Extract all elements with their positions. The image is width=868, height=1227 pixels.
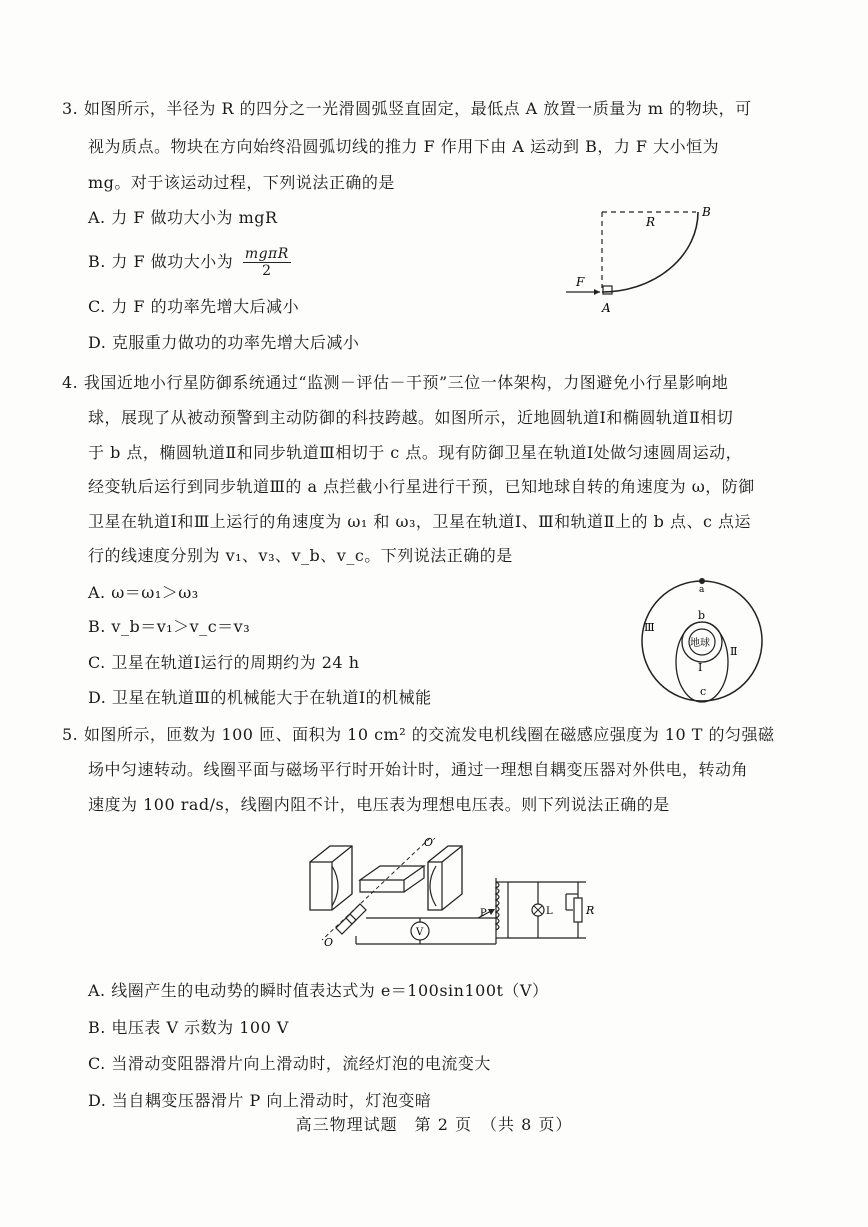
q3-stem-line2: 视为质点。物块在方向始终沿圆弧切线的推力 F 作用下由 A 运动到 B，力 F 大小恒为 bbox=[88, 137, 720, 156]
q4-stem-line2: 球，展现了从被动预警到主动防御的科技跨越。如图所示，近地圆轨道Ⅰ和椭圆轨道Ⅱ相切 bbox=[88, 408, 734, 427]
page-footer: 高三物理试题 第 2 页 （共 8 页） bbox=[295, 1115, 573, 1134]
q4-stem-line5: 卫星在轨道Ⅰ和Ⅲ上运行的角速度为 ω₁ 和 ω₃，卫星在轨道Ⅰ、Ⅲ和轨道Ⅱ上的 b 点、c 点运 bbox=[88, 512, 752, 531]
q4-stem-line3: 于 b 点，椭圆轨道Ⅱ和同步轨道Ⅲ相切于 c 点。现有防御卫星在轨道Ⅰ处做匀速圆周运动， bbox=[88, 443, 743, 462]
q3-option-b bbox=[88, 246, 291, 279]
q5-option-b: B. 电压表 V 示数为 100 V bbox=[88, 1018, 289, 1037]
q5-label-p: P bbox=[480, 908, 487, 919]
q4-label-ii: Ⅱ bbox=[730, 645, 738, 658]
q3-option-a: A. 力 F 做功大小为 mgR bbox=[88, 208, 278, 227]
q3-option-b-numerator: mgπR bbox=[244, 246, 289, 262]
q4-option-d: D. 卫星在轨道Ⅲ的机械能大于在轨道Ⅰ的机械能 bbox=[88, 688, 432, 707]
q4-orbit-figure bbox=[630, 575, 780, 710]
q5-label-voltmeter: V bbox=[416, 927, 424, 938]
q3-option-d: D. 克服重力做功的功率先增大后减小 bbox=[88, 333, 360, 352]
q3-label-b: B bbox=[702, 205, 711, 219]
q4-stem-line6: 行的线速度分别为 v₁、v₃、v_b、v_c。下列说法正确的是 bbox=[88, 546, 513, 565]
q4-option-b: B. v_b＝v₁＞v_c＝v₃ bbox=[88, 617, 251, 636]
q5-label-r: R bbox=[586, 904, 595, 917]
q5-label-o-top: O′ bbox=[424, 836, 436, 849]
q5-option-c: C. 当滑动变阻器滑片向上滑动时，流经灯泡的电流变大 bbox=[88, 1054, 491, 1073]
q3-arc-figure bbox=[560, 200, 730, 320]
q4-label-a: a bbox=[699, 585, 705, 595]
q5-generator-circuit-figure bbox=[300, 832, 600, 952]
q4-label-b: b bbox=[698, 609, 706, 622]
q3-option-b-fraction bbox=[243, 246, 291, 279]
q4-option-c: C. 卫星在轨道Ⅰ运行的周期约为 24 h bbox=[88, 653, 360, 672]
q4-label-i: Ⅰ bbox=[698, 661, 703, 674]
q5-stem-line3: 速度为 100 rad/s，线圈内阻不计，电压表为理想电压表。则下列说法正确的是 bbox=[88, 795, 670, 814]
q3-stem-line3: mg。对于该运动过程，下列说法正确的是 bbox=[88, 173, 395, 192]
q3-label-f: F bbox=[576, 275, 585, 289]
q3-label-a: A bbox=[602, 301, 611, 315]
q5-stem-line1: 5. 如图所示，匝数为 100 匝、面积为 10 cm² 的交流发电机线圈在磁感应强度为 10 T 的匀强磁 bbox=[62, 725, 775, 744]
q4-option-a: A. ω＝ω₁＞ω₃ bbox=[88, 583, 199, 602]
q4-label-iii: Ⅲ bbox=[644, 621, 655, 634]
q4-stem-line1: 4. 我国近地小行星防御系统通过“监测－评估－干预”三位一体架构，力图避免小行星影响地 bbox=[62, 373, 729, 392]
q5-option-a: A. 线圈产生的电动势的瞬时值表达式为 e＝100sin100t（V） bbox=[88, 981, 549, 1000]
q5-label-o-bottom: O bbox=[324, 936, 334, 949]
q3-option-b-denominator: 2 bbox=[262, 263, 272, 279]
q3-stem-line1: 3. 如图所示，半径为 R 的四分之一光滑圆弧竖直固定，最低点 A 放置一质量为 m 的物块，可 bbox=[62, 99, 752, 118]
q5-stem-line2: 场中匀速转动。线圈平面与磁场平行时开始计时，通过一理想自耦变压器对外供电，转动角 bbox=[88, 760, 749, 779]
q3-label-r: R bbox=[646, 215, 656, 229]
q3-option-c: C. 力 F 的功率先增大后减小 bbox=[88, 297, 300, 316]
q5-label-lamp: L bbox=[546, 906, 553, 917]
q5-option-d: D. 当自耦变压器滑片 P 向上滑动时，灯泡变暗 bbox=[88, 1091, 432, 1110]
q4-label-c: c bbox=[700, 685, 707, 698]
q3-option-b-prefix: B. 力 F 做功大小为 bbox=[88, 252, 234, 271]
q4-label-earth: 地球 bbox=[690, 638, 710, 649]
q4-stem-line4: 经变轨后运行到同步轨道Ⅲ的 a 点拦截小行星进行干预，已知地球自转的角速度为 ω，防御 bbox=[88, 477, 755, 496]
